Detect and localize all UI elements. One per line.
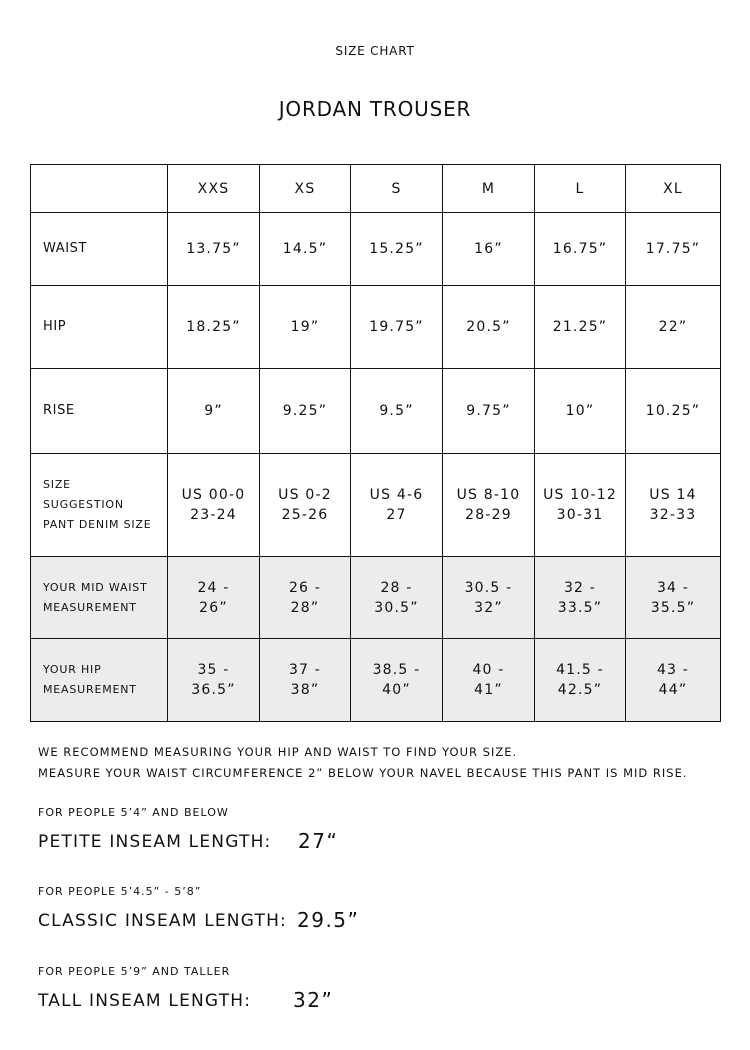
table-cell: 16.75” — [535, 213, 626, 286]
table-cell: US 4-6 27 — [351, 454, 443, 557]
table-cell: 9.75” — [443, 369, 535, 454]
table-cell: 19.75” — [351, 286, 443, 369]
table-row-size-suggestion — [31, 454, 721, 557]
table-cell: 18.25” — [168, 286, 260, 369]
row-label-hip: HIP — [31, 286, 168, 369]
table-cell: 10” — [535, 369, 626, 454]
row-label-waist: WAIST — [31, 213, 168, 286]
corner-cell — [31, 165, 168, 213]
petite-inseam — [38, 829, 339, 853]
row-label-hip-measurement: YOUR HIP MEASUREMENT — [31, 639, 168, 722]
table-cell: 13.75” — [168, 213, 260, 286]
tall-height-note: FOR PEOPLE 5’9” AND TALLER — [38, 965, 231, 978]
table-cell: 19” — [260, 286, 351, 369]
table-cell: 16” — [443, 213, 535, 286]
table-cell: 10.25” — [626, 369, 721, 454]
size-header-l: L — [535, 165, 626, 213]
table-cell: 9.5” — [351, 369, 443, 454]
table-cell: 9” — [168, 369, 260, 454]
table-cell: 34 - 35.5” — [626, 557, 721, 639]
petite-height-note: FOR PEOPLE 5’4” AND BELOW — [38, 806, 229, 819]
petite-inseam-value: 27“ — [298, 829, 339, 853]
page-title: JORDAN TROUSER — [278, 97, 472, 121]
row-label-rise: RISE — [31, 369, 168, 454]
tall-inseam-label: TALL INSEAM LENGTH: — [38, 991, 252, 1011]
tall-inseam — [38, 988, 334, 1012]
table-cell: US 8-10 28-29 — [443, 454, 535, 557]
row-label-mid-waist-measurement: YOUR MID WAIST MEASUREMENT — [31, 557, 168, 639]
table-cell: 15.25” — [351, 213, 443, 286]
table-cell: 37 - 38” — [260, 639, 351, 722]
row-label-size-suggestion: SIZE SUGGESTION PANT DENIM SIZE — [31, 454, 168, 557]
size-table — [30, 164, 721, 722]
table-cell: 30.5 - 32” — [443, 557, 535, 639]
table-cell: 41.5 - 42.5” — [535, 639, 626, 722]
waist-measure-note: MEASURE YOUR WAIST CIRCUMFERENCE 2” BELOW YOUR NAVEL BECAUSE THIS PANT IS MID RISE. — [38, 766, 688, 780]
table-cell: 9.25” — [260, 369, 351, 454]
table-cell: 17.75” — [626, 213, 721, 286]
classic-inseam — [38, 908, 360, 932]
table-row-waist — [31, 213, 721, 286]
header-row — [31, 165, 721, 213]
table-cell: 35 - 36.5” — [168, 639, 260, 722]
table-cell: 32 - 33.5” — [535, 557, 626, 639]
table-cell: 26 - 28” — [260, 557, 351, 639]
table-row-hip-measurement — [31, 639, 721, 722]
table-cell: 38.5 - 40” — [351, 639, 443, 722]
table-cell: 24 - 26” — [168, 557, 260, 639]
table-cell: 21.25” — [535, 286, 626, 369]
table-cell: 43 - 44” — [626, 639, 721, 722]
tall-inseam-value: 32” — [293, 988, 334, 1012]
table-cell: US 00-0 23-24 — [168, 454, 260, 557]
petite-inseam-label: PETITE INSEAM LENGTH: — [38, 832, 272, 852]
table-cell: US 10-12 30-31 — [535, 454, 626, 557]
size-header-m: M — [443, 165, 535, 213]
table-cell: 14.5” — [260, 213, 351, 286]
table-cell: 28 - 30.5” — [351, 557, 443, 639]
size-header-xxs: XXS — [168, 165, 260, 213]
size-header-s: S — [351, 165, 443, 213]
table-row-rise — [31, 369, 721, 454]
classic-inseam-label: CLASSIC INSEAM LENGTH: — [38, 911, 287, 931]
table-cell: 20.5” — [443, 286, 535, 369]
classic-height-note: FOR PEOPLE 5’4.5” - 5’8” — [38, 885, 202, 898]
classic-inseam-value: 29.5” — [297, 908, 360, 932]
size-header-xl: XL — [626, 165, 721, 213]
size-chart-label: SIZE CHART — [335, 44, 415, 58]
table-cell: US 14 32-33 — [626, 454, 721, 557]
recommendation-note: WE RECOMMEND MEASURING YOUR HIP AND WAIST TO FIND YOUR SIZE. — [38, 745, 518, 759]
table-row-hip — [31, 286, 721, 369]
table-cell: 22” — [626, 286, 721, 369]
table-row-mid-waist-measurement — [31, 557, 721, 639]
table-cell: US 0-2 25-26 — [260, 454, 351, 557]
size-header-xs: XS — [260, 165, 351, 213]
table-cell: 40 - 41” — [443, 639, 535, 722]
